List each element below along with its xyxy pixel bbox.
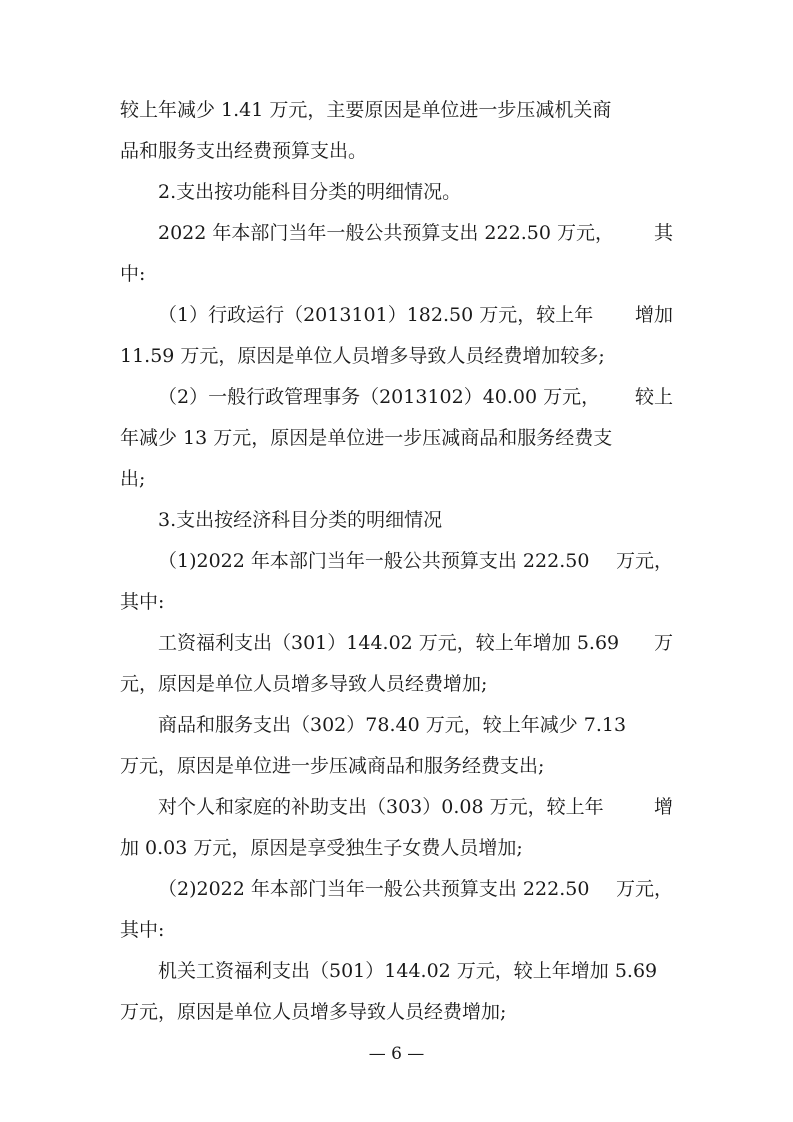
text-line xyxy=(0,871,793,907)
line-text: 对个人和家庭的补助支出（303）0.08 万元，较上年 xyxy=(158,796,604,818)
line-text: （1)2022 年本部门当年一般公共预算支出 222.50 xyxy=(158,550,590,572)
text-line xyxy=(0,584,793,620)
line-text-end: 较上 xyxy=(634,386,673,408)
line-text: 其中: xyxy=(120,919,165,941)
line-text: （1）行政运行（2013101）182.50 万元，较上年 xyxy=(158,304,594,326)
text-line xyxy=(0,625,793,661)
line-text: 品和服务支出经费预算支出。 xyxy=(120,140,368,162)
line-text: 机关工资福利支出（501）144.02 万元，较上年增加 5.69 xyxy=(158,960,658,982)
line-text-end: 万 xyxy=(653,632,673,654)
line-text: 11.59 万元，原因是单位人员增多导致人员经费增加较多; xyxy=(120,345,605,367)
text-line xyxy=(0,994,793,1030)
line-text: 3.支出按经济科目分类的明细情况 xyxy=(158,509,443,531)
line-text: 2022 年本部门当年一般公共预算支出 222.50 万元， xyxy=(158,222,614,244)
text-line xyxy=(0,830,793,866)
text-line xyxy=(0,543,793,579)
text-line xyxy=(0,256,793,292)
line-text: 中: xyxy=(120,263,146,285)
text-line xyxy=(0,133,793,169)
text-line xyxy=(0,338,793,374)
page-number: — 6 — xyxy=(368,1044,425,1064)
line-text-end: 万元， xyxy=(615,878,673,900)
line-text: 商品和服务支出（302）78.40 万元，较上年减少 7.13 xyxy=(158,714,627,736)
text-line xyxy=(0,789,793,825)
line-text-end: 其 xyxy=(653,222,673,244)
line-text: 加 0.03 万元，原因是享受独生子女费人员增加; xyxy=(120,837,523,859)
section-heading xyxy=(0,502,793,538)
text-line xyxy=(0,748,793,784)
line-text-end: 增加 xyxy=(634,304,673,326)
section-heading xyxy=(0,174,793,210)
text-line xyxy=(0,297,793,333)
line-text: 2.支出按功能科目分类的明细情况。 xyxy=(158,181,462,203)
line-text: （2)2022 年本部门当年一般公共预算支出 222.50 xyxy=(158,878,590,900)
line-text: 万元，原因是单位人员增多导致人员经费增加; xyxy=(120,1001,507,1023)
line-text: 工资福利支出（301）144.02 万元，较上年增加 5.69 xyxy=(158,632,620,654)
line-text: 年减少 13 万元，原因是单位进一步压减商品和服务经费支 xyxy=(120,427,613,449)
line-text: 较上年减少 1.41 万元，主要原因是单位进一步压减机关商 xyxy=(120,99,612,121)
line-text-end: 增 xyxy=(653,796,673,818)
text-line xyxy=(0,379,793,415)
text-line xyxy=(0,215,793,251)
line-text: （2）一般行政管理事务（2013102）40.00 万元， xyxy=(158,386,601,408)
line-text: 出; xyxy=(120,468,146,490)
text-line xyxy=(0,420,793,456)
line-text: 其中: xyxy=(120,591,165,613)
text-line xyxy=(0,912,793,948)
text-line xyxy=(0,707,793,743)
line-text: 万元，原因是单位进一步压减商品和服务经费支出; xyxy=(120,755,545,777)
text-line xyxy=(0,666,793,702)
text-line xyxy=(0,461,793,497)
text-line xyxy=(0,953,793,989)
line-text: 元，原因是单位人员增多导致人员经费增加; xyxy=(120,673,488,695)
text-line xyxy=(0,92,793,128)
line-text-end: 万元， xyxy=(615,550,673,572)
